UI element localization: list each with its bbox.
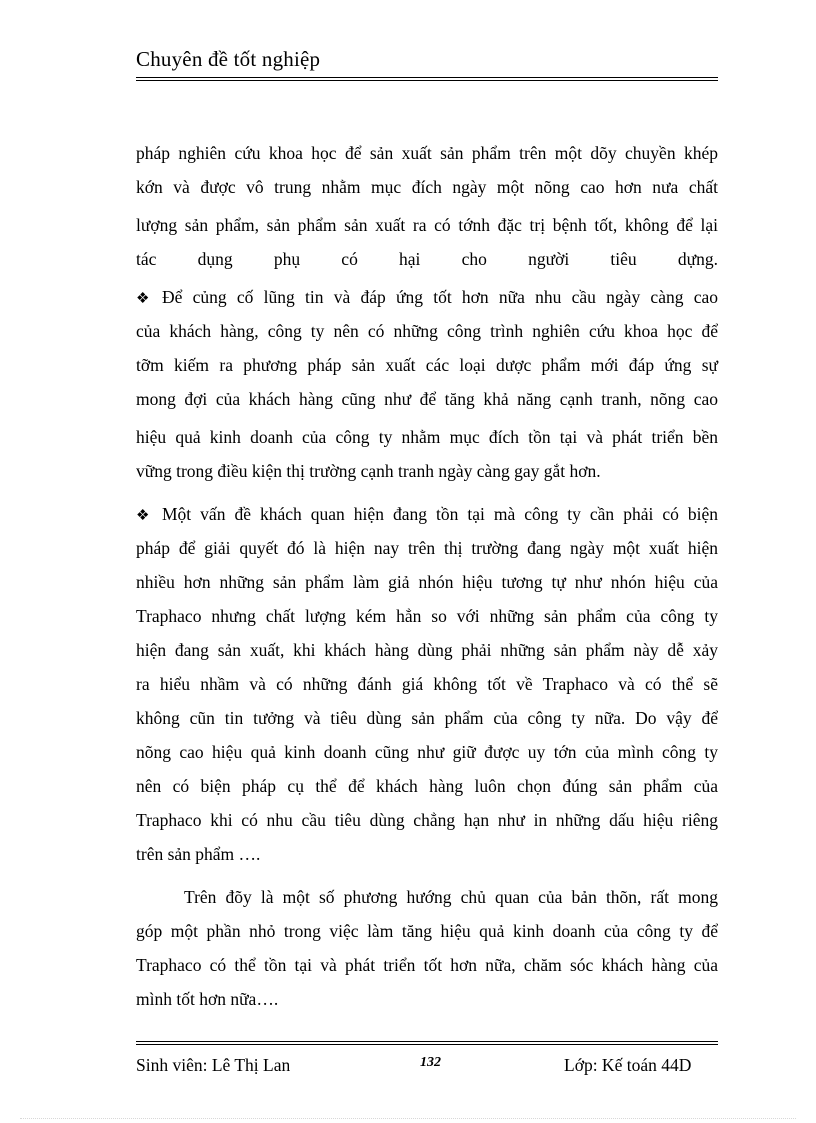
text-line: nên có biện pháp cụ thể để khách hàng luôn chọn đúng sản phẩm của [136, 776, 718, 796]
text-line: góp một phần nhỏ trong việc làm tăng hiệu quả kinh doanh của công ty để [136, 921, 718, 941]
text-line: pháp để giải quyết đó là hiện nay trên thị trường đang ngày một xuất hiện [136, 538, 718, 558]
text-line: vững trong điều kiện thị trường cạnh tranh ngày càng gay gắt hơn. [136, 461, 601, 481]
footer-class: Lớp: Kế toán 44D [564, 1055, 692, 1075]
document-body [136, 139, 718, 1019]
bullet-diamond-icon: ❖ [136, 291, 150, 307]
page-header-title: Chuyên đề tốt nghiệp [136, 47, 321, 71]
bottom-dotted-line [20, 1118, 796, 1119]
text-line: của khách hàng, công ty nên có những công trình nghiên cứu khoa học để [136, 321, 718, 341]
text-line: pháp nghiên cứu khoa học để sản xuất sản phẩm trên một dõy chuyền khép [136, 143, 718, 163]
text-line: hiện đang sản xuất, khi khách hàng dùng phải những sản phẩm này dễ xảy [136, 640, 718, 660]
text-line: không cũn tin tưởng và tiêu dùng sản phẩm của công ty nữa. Do vậy để [136, 708, 718, 728]
text-line: nhiều hơn những sản phẩm làm giả nhón hiệu tương tự như nhón hiệu của [136, 572, 718, 592]
text-line: Traphaco nhưng chất lượng kém hẳn so với những sản phẩm của công ty [136, 606, 718, 626]
text-line: tác dụng phụ có hại cho người tiêu dựng. [136, 249, 718, 269]
text-line: tỡm kiếm ra phương pháp sản xuất các loại dược phẩm mới đáp ứng sự [136, 355, 718, 375]
text-line: Traphaco khi có nhu cầu tiêu dùng chẳng hạn như in những dấu hiệu riêng [136, 810, 718, 830]
footer-student: Sinh viên: Lê Thị Lan [136, 1055, 291, 1075]
text-line: trên sản phẩm …. [136, 844, 261, 864]
text-line: kớn và được vô trung nhằm mục đích ngày một nõng cao hơn nưa chất [136, 177, 718, 197]
bullet-line: ❖ Để củng cố lũng tin và đáp ứng tốt hơn nữa nhu cầu ngày càng cao [136, 283, 718, 317]
bullet-line: ❖ Một vấn đề khách quan hiện đang tồn tại mà công ty cần phải có biện [136, 500, 718, 534]
page-number: 132 [420, 1055, 441, 1070]
text-line: ra hiểu nhầm và có những đánh giá không tốt về Traphaco và có thể sẽ [136, 674, 718, 694]
header-divider [136, 77, 718, 83]
footer-divider [136, 1041, 718, 1047]
text-line: mong đợi của khách hàng cũng như để tăng khả năng cạnh tranh, nõng cao [136, 389, 718, 409]
text-line: hiệu quả kinh doanh của công ty nhằm mục đích tồn tại và phát triển bền [136, 427, 718, 447]
text-line: nõng cao hiệu quả kinh doanh cũng như giữ được uy tớn của mình công ty [136, 742, 718, 762]
text-line: Traphaco có thể tồn tại và phát triển tốt hơn nữa, chăm sóc khách hàng của [136, 955, 718, 975]
bullet-diamond-icon: ❖ [136, 508, 150, 524]
text-line: lượng sản phẩm, sản phẩm sản xuất ra có tớnh đặc trị bệnh tốt, không để lại [136, 215, 718, 235]
text-line: mình tốt hơn nữa…. [136, 989, 279, 1009]
text-line: Trên đõy là một số phương hướng chủ quan của bản thõn, rất mong [184, 887, 718, 907]
